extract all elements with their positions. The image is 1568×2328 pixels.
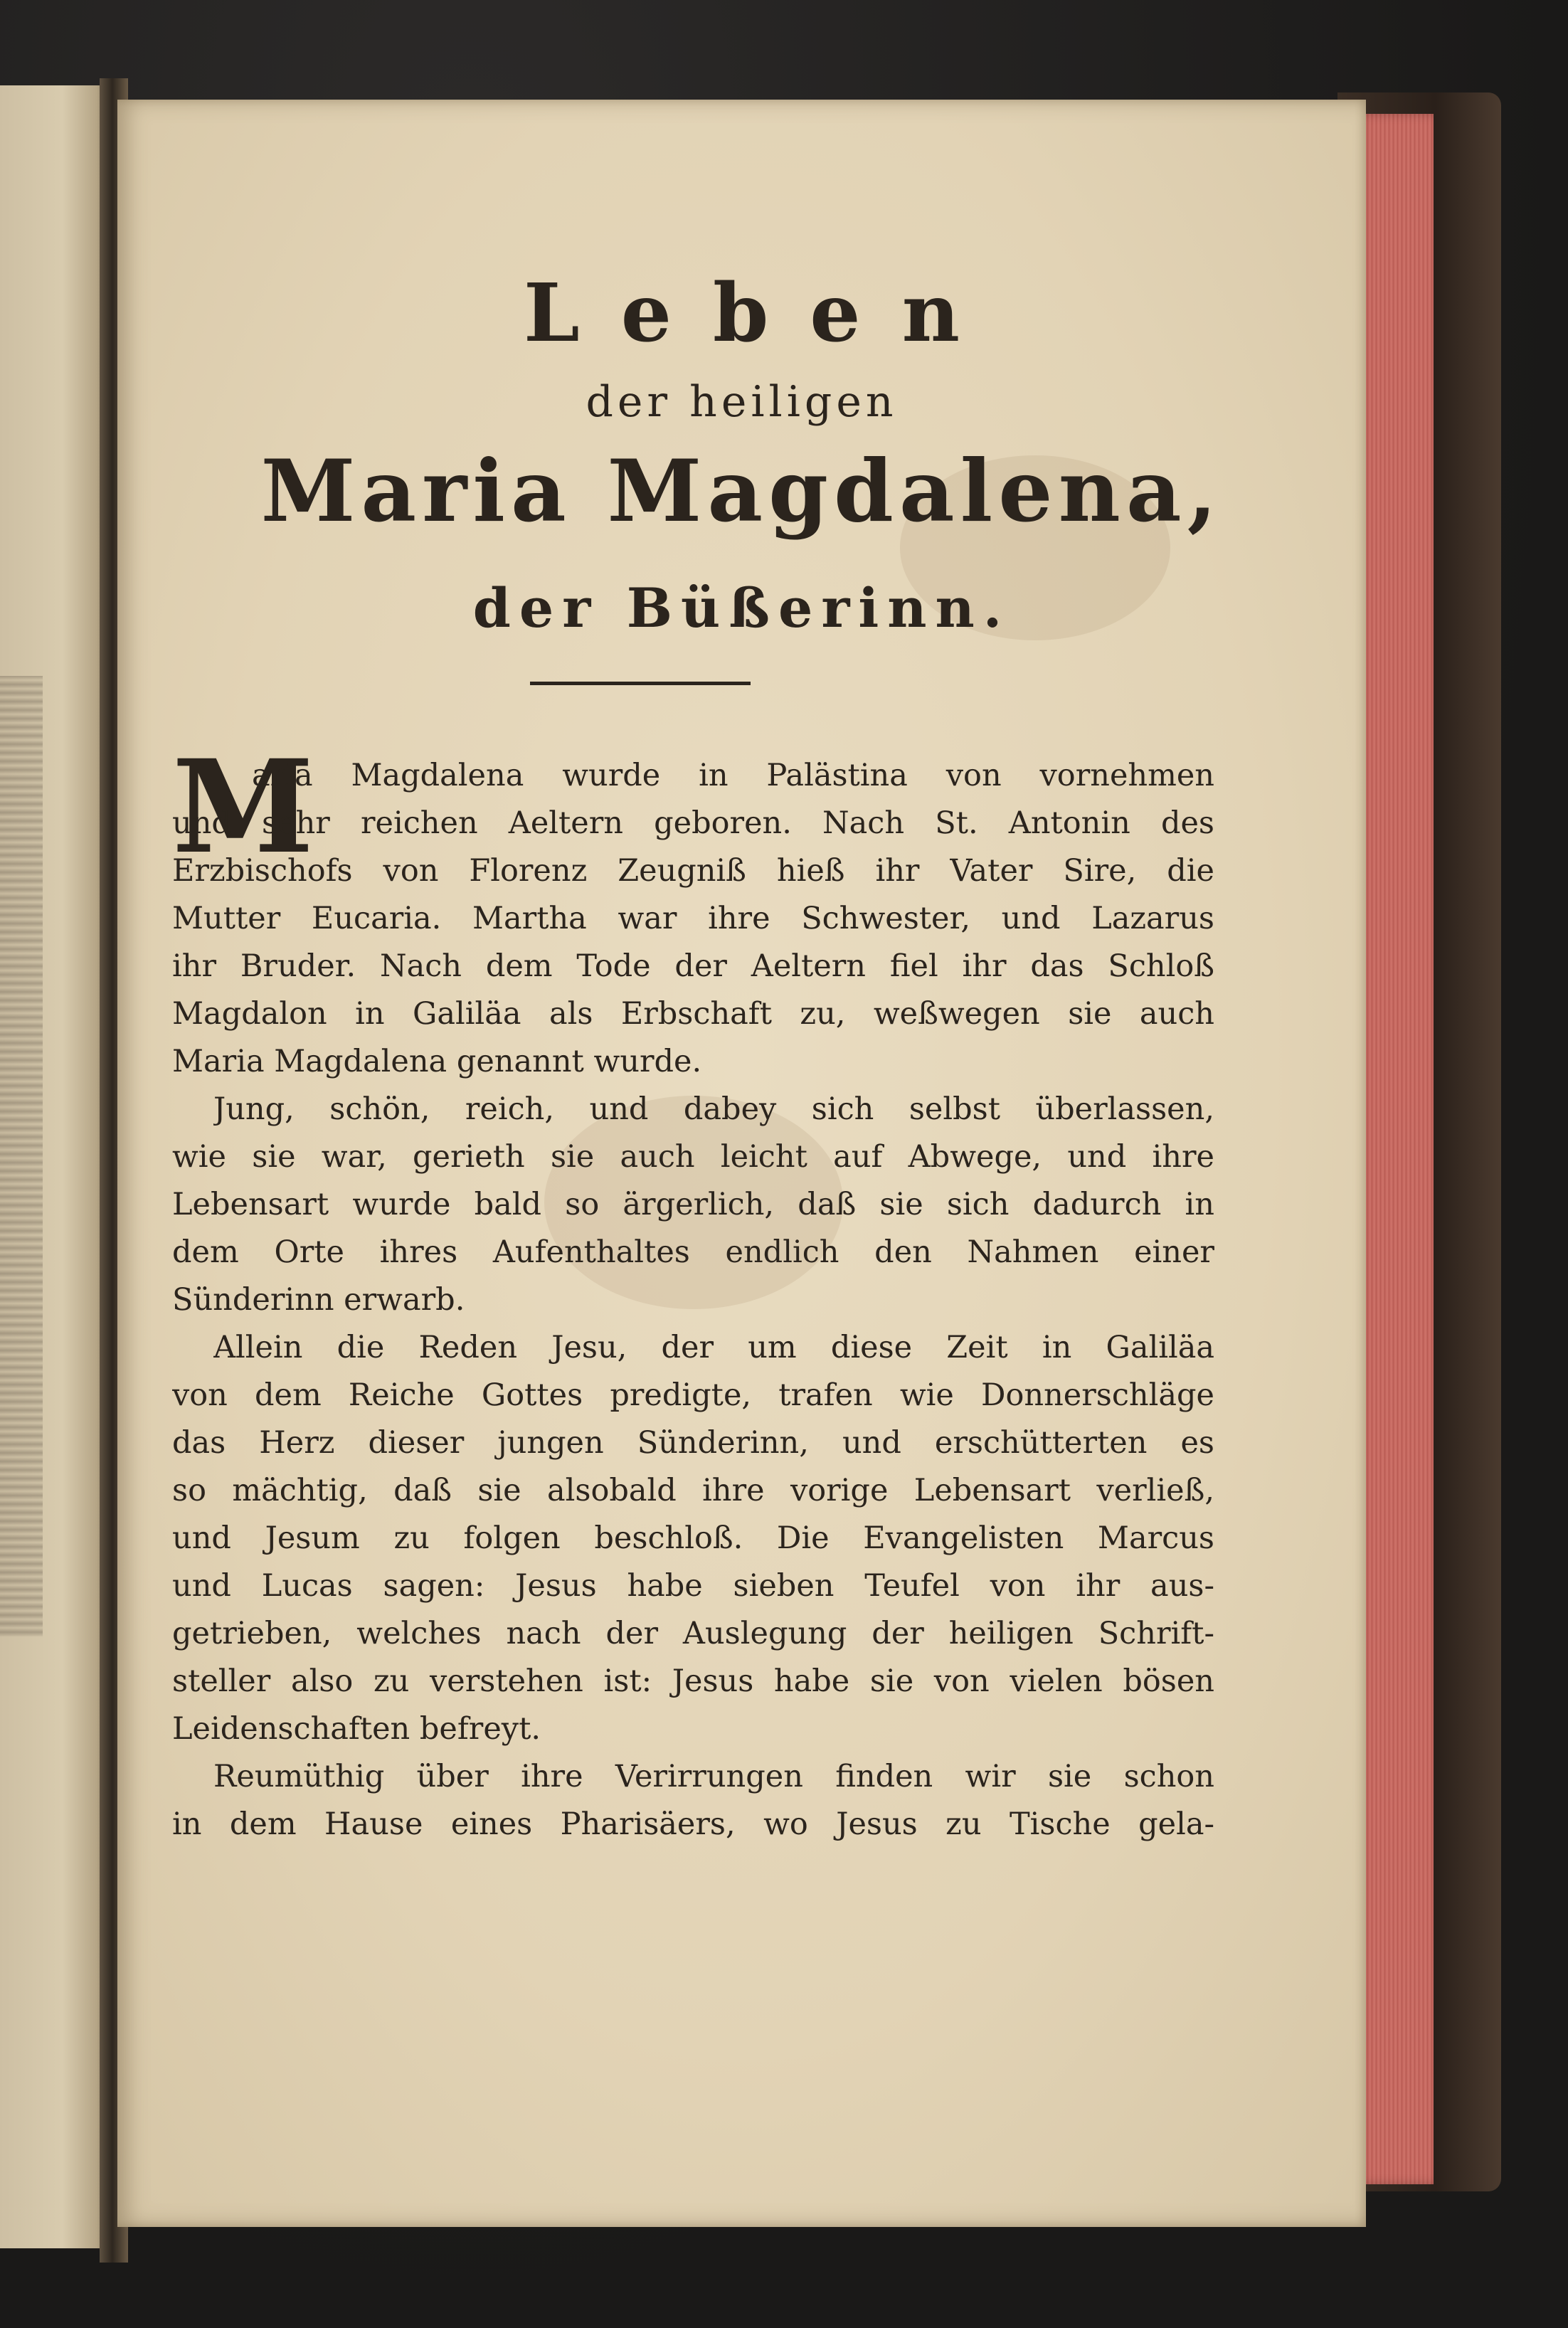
text-line: und sehr reichen Aeltern geboren. Nach St. Antonin des [172,805,1214,841]
text-line: dem Orte ihres Aufenthaltes endlich den Nahmen einer [172,1234,1214,1270]
text-line: Reumüthig über ihre Verirrungen finden wir sie schon [213,1759,1214,1794]
title-der-buesserinn: der Büßerinn. [472,576,1011,640]
book-page [117,100,1366,2227]
text-line: ihr Bruder. Nach dem Tode der Aeltern fiel ihr das Schloß [172,948,1214,984]
drop-cap: M [172,732,314,882]
text-line: aria Magdalena wurde in Palästina von vornehmen [252,758,1214,793]
text-line: in dem Hause eines Pharisäers, wo Jesus zu Tische gela- [172,1806,1214,1842]
text-line: Allein die Reden Jesu, der um diese Zeit in Galiläa [213,1330,1214,1365]
left-page-illustration-fragment [0,676,43,1636]
text-line: Jung, schön, reich, und dabey sich selbst überlassen, [213,1091,1214,1127]
text-line: Magdalon in Galiläa als Erbschaft zu, weßwegen sie auch [172,996,1214,1032]
text-line: getrieben, welches nach der Auslegung der heiligen Schrift- [172,1616,1214,1651]
text-line: Sünderinn erwarb. [172,1282,465,1318]
title-der-heiligen: der heiligen [586,377,898,427]
text-line: steller also zu verstehen ist: Jesus habe sie von vielen bösen [172,1663,1214,1699]
text-line: von dem Reiche Gottes predigte, trafen wie Donnerschläge [172,1377,1214,1413]
text-line: und Jesum zu folgen beschloß. Die Evangelisten Marcus [172,1520,1214,1556]
text-line: wie sie war, gerieth sie auch leicht auf Abwege, und ihre [172,1139,1214,1175]
red-page-edges [1355,114,1434,2184]
title-divider-rule [530,682,751,685]
text-line: und Lucas sagen: Jesus habe sieben Teufel von ihr aus- [172,1568,1214,1604]
text-line: Leidenschaften befreyt. [172,1711,541,1747]
text-line: Erzbischofs von Florenz Zeugniß hieß ihr Vater Sire, die [172,853,1214,889]
text-line: Lebensart wurde bald so ärgerlich, daß sie sich dadurch in [172,1187,1214,1222]
title-leben: Leben [523,267,1001,360]
text-line: Maria Magdalena genannt wurde. [172,1044,702,1079]
text-line: Mutter Eucaria. Martha war ihre Schwester, und Lazarus [172,901,1214,936]
title-maria-magdalena: Maria Magdalena, [260,441,1223,541]
text-line: so mächtig, daß sie alsobald ihre vorige Lebensart verließ, [172,1473,1214,1508]
text-line: das Herz dieser jungen Sünderinn, und erschütterten es [172,1425,1214,1461]
